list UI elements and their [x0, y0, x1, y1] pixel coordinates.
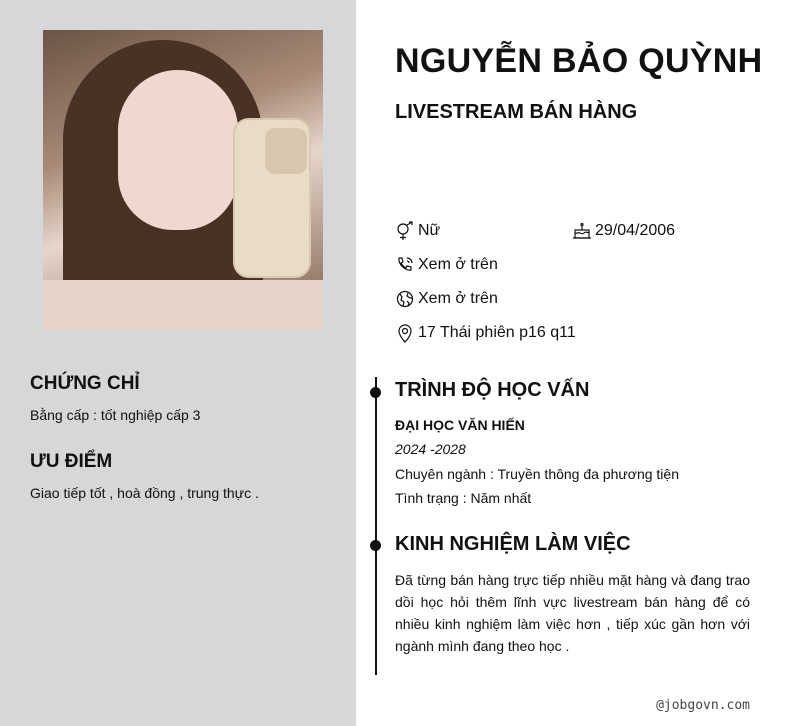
address-info — [395, 323, 576, 343]
timeline-dot — [370, 540, 381, 551]
gender-icon — [395, 221, 415, 241]
education-major: Chuyên ngành : Truyền thông đa phương tiện — [395, 466, 679, 482]
website-info — [395, 289, 498, 309]
candidate-name: NGUYỄN BẢO QUỲNH — [395, 42, 763, 80]
left-column — [0, 0, 356, 726]
gender-info — [395, 221, 440, 241]
strengths-heading: ƯU ĐIỂM — [30, 451, 113, 472]
phone-icon — [395, 255, 415, 275]
gender-value: Nữ — [418, 222, 441, 239]
education-status: Tình trạng : Năm nhất — [395, 490, 532, 506]
phone-value: Xem ở trên — [418, 256, 498, 273]
address-value: 17 Thái phiên p16 q11 — [418, 324, 576, 341]
timeline-dot — [370, 387, 381, 398]
education-heading: TRÌNH ĐỘ HỌC VẤN — [395, 379, 590, 401]
birthday-cake-icon — [572, 221, 592, 241]
birthday-value: 29/04/2006 — [595, 222, 676, 239]
certificates-text: Bằng cấp : tốt nghiệp cấp 3 — [30, 407, 201, 423]
footer-watermark: @jobgovn.com — [656, 698, 750, 713]
strengths-text: Giao tiếp tốt , hoà đồng , trung thực . — [30, 485, 259, 501]
birthday-info — [572, 221, 675, 241]
certificates-heading: CHỨNG CHỈ — [30, 373, 140, 394]
phone-info — [395, 255, 498, 275]
website-value: Xem ở trên — [418, 290, 498, 307]
experience-text: Đã từng bán hàng trực tiếp nhiều mặt hàng và đang trao dồi học hỏi thêm lĩnh vực livestream bán hàng để có nhiều kinh nghiệm làm việc hơn , tiếp xúc gần hơn với ngành mình đang theo học . — [395, 572, 750, 654]
profile-photo — [43, 30, 323, 330]
timeline-line — [375, 377, 377, 675]
experience-heading: KINH NGHIỆM LÀM VIỆC — [395, 533, 631, 555]
globe-icon — [395, 289, 415, 309]
location-pin-icon — [395, 323, 415, 343]
education-years: 2024 -2028 — [395, 441, 466, 457]
school-name: ĐẠI HỌC VĂN HIẾN — [395, 417, 525, 433]
job-title: LIVESTREAM BÁN HÀNG — [395, 101, 638, 123]
